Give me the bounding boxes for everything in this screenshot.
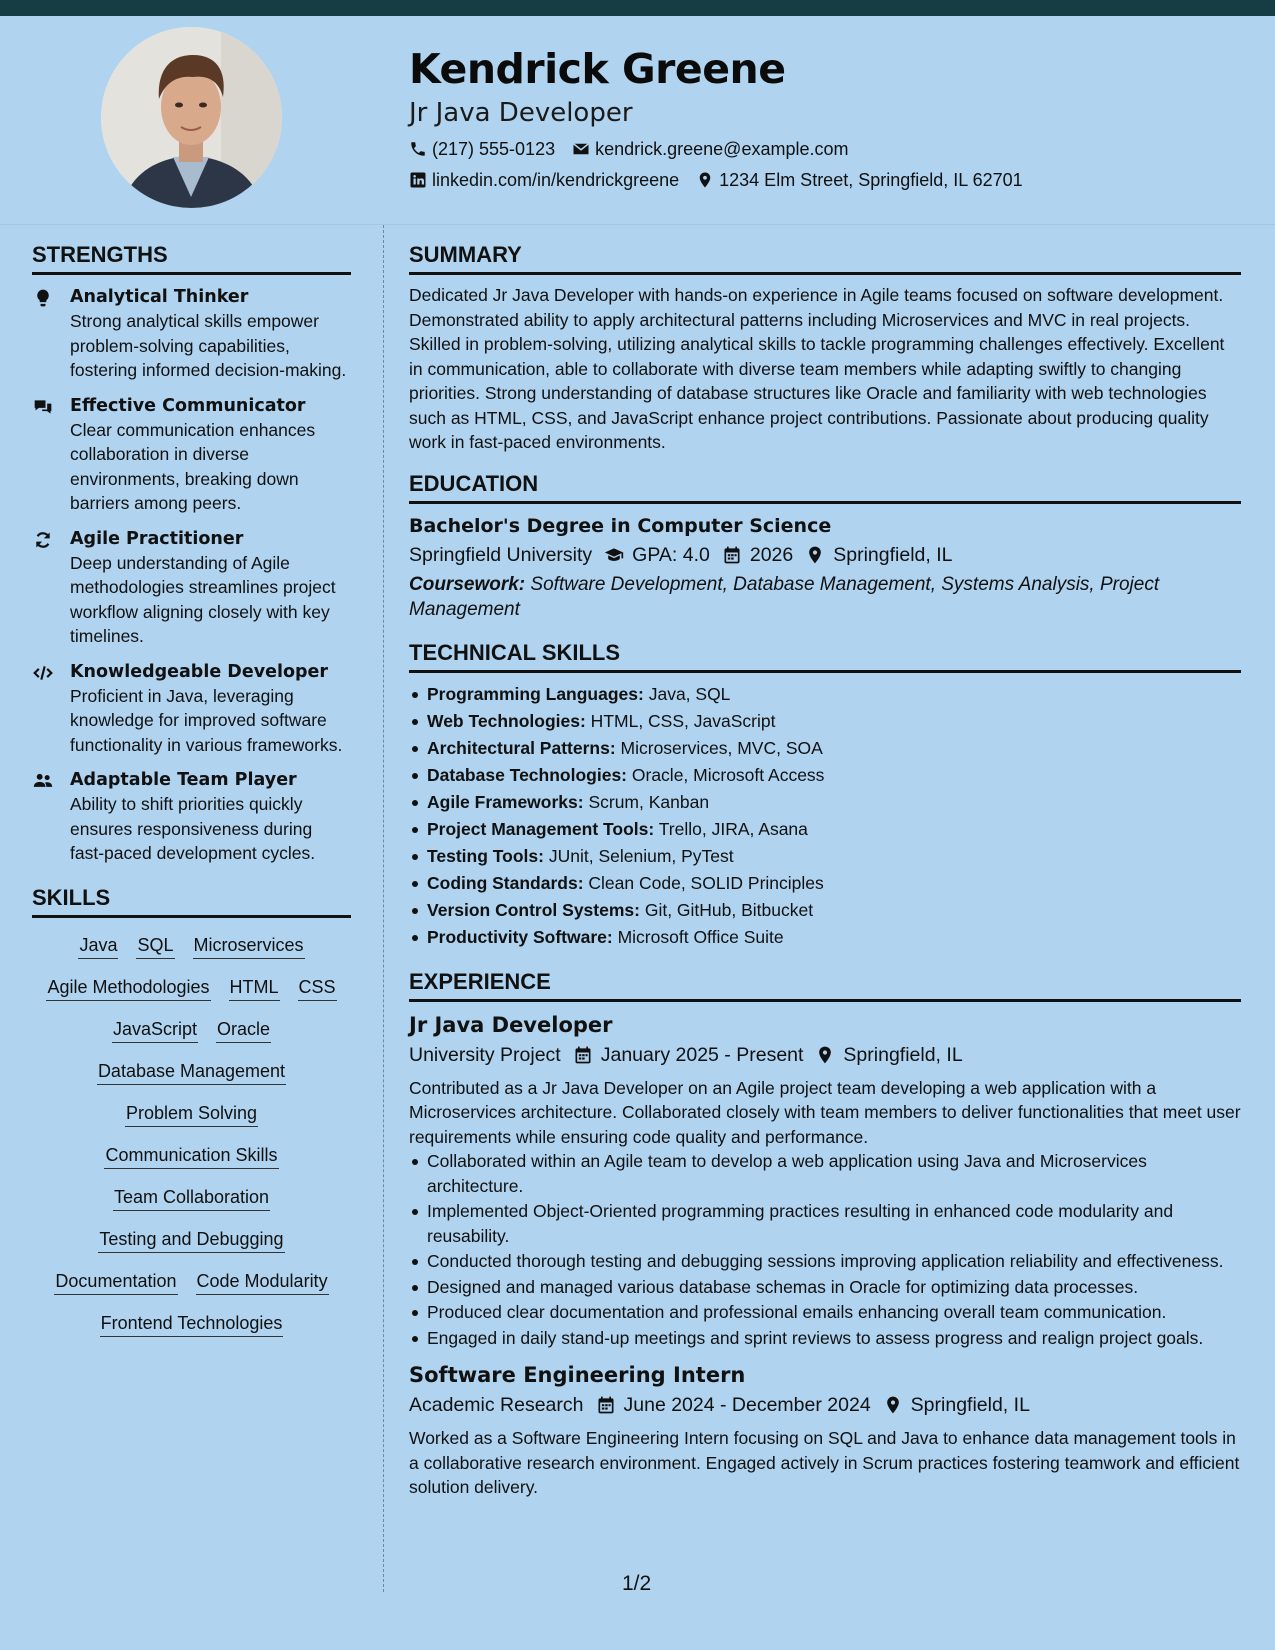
- list-item: Designed and managed various database schemas in Oracle for optimizing data processes.: [409, 1275, 1241, 1300]
- list-item: Programming Languages: Java, SQL: [409, 681, 1241, 708]
- skill-tag: Database Management: [97, 1058, 286, 1085]
- job-dates-item: [596, 1390, 871, 1420]
- skill-tag: Frontend Technologies: [100, 1310, 284, 1337]
- list-item: Implemented Object-Oriented programming practices resulting in enhanced code modularity and reusability.: [409, 1199, 1241, 1248]
- list-item: Engaged in daily stand-up meetings and sprint reviews to assess progress and realign project goals.: [409, 1326, 1241, 1351]
- header: [409, 42, 1249, 192]
- skills-heading: SKILLS: [32, 883, 351, 918]
- edu-location-text: Springfield, IL: [833, 543, 953, 566]
- job-meta: [409, 1390, 1241, 1420]
- job-dates: January 2025 - Present: [600, 1043, 804, 1066]
- degree-title: Bachelor's Degree in Computer Science: [409, 514, 832, 537]
- header-divider: [0, 224, 1275, 225]
- map-marker-icon: [883, 1395, 903, 1415]
- strength-item: [32, 527, 351, 649]
- list-item: Agile Frameworks: Scrum, Kanban: [409, 789, 1241, 816]
- skill-tag: Testing and Debugging: [98, 1226, 284, 1253]
- phone-icon: [409, 140, 427, 158]
- coursework-label: Coursework:: [409, 573, 526, 595]
- linkedin-contact[interactable]: [409, 168, 679, 192]
- skill-tag: JavaScript: [112, 1016, 198, 1043]
- job-location-item: [815, 1040, 962, 1070]
- strength-title: Effective Communicator: [70, 395, 306, 416]
- education-heading: EDUCATION: [409, 469, 1241, 504]
- address-contact: [696, 168, 1023, 192]
- list-item: Database Technologies: Oracle, Microsoft Access: [409, 762, 1241, 789]
- list-item: Architectural Patterns: Microservices, MVC, SOA: [409, 735, 1241, 762]
- linkedin-icon: [409, 171, 427, 189]
- skill-tag: Code Modularity: [196, 1268, 329, 1295]
- strength-item: [32, 394, 351, 516]
- strength-desc: Ability to shift priorities quickly ensures responsiveness during fast-paced development cycles.: [70, 794, 316, 863]
- strength-title: Agile Practitioner: [70, 528, 244, 549]
- skill-tag: HTML: [229, 974, 280, 1001]
- year-item: [722, 540, 793, 570]
- skill-tag: Documentation: [54, 1268, 177, 1295]
- right-column: [409, 240, 1241, 1514]
- year-text: 2026: [749, 543, 794, 566]
- technical-skills-list: [409, 681, 1241, 951]
- map-marker-icon: [696, 171, 714, 189]
- map-marker-icon: [815, 1045, 835, 1065]
- contact-row-1: [409, 137, 1249, 161]
- list-item: Project Management Tools: Trello, JIRA, Asana: [409, 816, 1241, 843]
- edu-location-item: [805, 540, 952, 570]
- job-location-item: [883, 1390, 1030, 1420]
- technical-skills-heading: TECHNICAL SKILLS: [409, 638, 1241, 673]
- phone-contact: [409, 137, 555, 161]
- candidate-name: Kendrick Greene: [409, 45, 786, 93]
- contact-row-2: [409, 168, 1249, 192]
- strengths-heading: STRENGTHS: [32, 240, 351, 275]
- skill-tag: Communication Skills: [104, 1142, 278, 1169]
- coursework-text: Software Development, Database Management, Systems Analysis, Project Management: [409, 573, 1160, 620]
- summary-heading: SUMMARY: [409, 240, 1241, 275]
- gpa-text: GPA: 4.0: [632, 543, 710, 566]
- map-marker-icon: [805, 545, 825, 565]
- list-item: Testing Tools: JUnit, Selenium, PyTest: [409, 843, 1241, 870]
- list-item: Conducted thorough testing and debugging sessions improving application reliability and effectiveness.: [409, 1249, 1241, 1274]
- users-icon: [32, 771, 54, 791]
- list-item: Collaborated within an Agile team to develop a web application using Java and Microservices architecture.: [409, 1149, 1241, 1198]
- linkedin-text[interactable]: linkedin.com/in/kendrickgreene: [432, 170, 680, 190]
- job-description: Contributed as a Jr Java Developer on an Agile project team developing a web application with a Microservices architecture. Collaborated closely with team members to deliver functionalities that meet user requirements while ensuring code quality and performance.: [409, 1077, 1241, 1147]
- education-meta: [409, 540, 1241, 570]
- strength-desc: Strong analytical skills empower problem-solving capabilities, fostering informed decision-making.: [70, 311, 347, 380]
- skill-tag: CSS: [298, 974, 337, 1001]
- skill-tag: SQL: [136, 932, 174, 959]
- job-dates-item: [573, 1040, 804, 1070]
- experience-section: [409, 967, 1241, 1500]
- job-entry: [409, 1010, 1241, 1351]
- strength-desc: Deep understanding of Agile methodologies streamlines project workflow aligning closely with key timelines.: [70, 552, 336, 646]
- list-item: Web Technologies: HTML, CSS, JavaScript: [409, 708, 1241, 735]
- profile-photo: [101, 27, 282, 208]
- candidate-title: Jr Java Developer: [409, 98, 633, 128]
- strengths-list: [32, 283, 351, 866]
- strength-title: Knowledgeable Developer: [70, 661, 329, 682]
- school-name: Springfield University: [409, 543, 593, 566]
- technical-skills-section: [409, 638, 1241, 951]
- strength-item: [32, 660, 351, 758]
- job-title: Jr Java Developer: [409, 1012, 613, 1037]
- coursework: [409, 572, 1241, 622]
- skill-tag: Team Collaboration: [113, 1184, 270, 1211]
- job-title: Software Engineering Intern: [409, 1363, 746, 1387]
- job-org: Academic Research: [409, 1394, 584, 1416]
- skill-tag: Problem Solving: [125, 1100, 258, 1127]
- calendar-icon: [596, 1395, 616, 1415]
- strength-item: [32, 285, 351, 383]
- skill-tag: Microservices: [193, 932, 305, 959]
- job-dates: June 2024 - December 2024: [623, 1394, 871, 1416]
- strength-title: Adaptable Team Player: [70, 770, 297, 790]
- skill-tag: Agile Methodologies: [46, 974, 210, 1001]
- summary-section: [409, 240, 1241, 455]
- list-item: Produced clear documentation and professional emails enhancing overall team communication.: [409, 1300, 1241, 1325]
- strength-desc: Proficient in Java, leveraging knowledge for improved software functionality in various frameworks.: [70, 685, 343, 755]
- job-bullets: [409, 1149, 1241, 1350]
- experience-heading: EXPERIENCE: [409, 967, 1241, 1002]
- skill-tag: Oracle: [216, 1016, 271, 1043]
- top-bar: [0, 0, 1275, 16]
- gpa-item: [604, 540, 710, 570]
- job-org: University Project: [409, 1043, 561, 1066]
- email-contact[interactable]: [572, 137, 848, 161]
- envelope-icon: [572, 140, 590, 158]
- address-text: 1234 Elm Street, Springfield, IL 62701: [719, 170, 1023, 190]
- calendar-icon: [573, 1045, 593, 1065]
- list-item: Productivity Software: Microsoft Office Suite: [409, 924, 1241, 951]
- skill-tag: Java: [78, 932, 118, 959]
- phone-text: (217) 555-0123: [432, 139, 556, 159]
- job-meta: [409, 1040, 1241, 1070]
- job-location: Springfield, IL: [910, 1394, 1030, 1416]
- graduation-cap-icon: [604, 545, 624, 565]
- job-description: Worked as a Software Engineering Intern focusing on SQL and Java to enhance data management tools in a collaborative research environment. Engaged actively in Scrum practices fostering teamwork and efficient solution delivery.: [409, 1428, 1240, 1497]
- left-column: [32, 240, 351, 1352]
- calendar-icon: [722, 545, 742, 565]
- column-divider: [383, 225, 384, 1592]
- strength-item: [32, 768, 351, 866]
- email-text[interactable]: kendrick.greene@example.com: [595, 139, 849, 159]
- strength-title: Analytical Thinker: [70, 287, 249, 307]
- job-entry: [409, 1360, 1241, 1500]
- education-section: [409, 469, 1241, 622]
- code-icon: [32, 663, 54, 683]
- job-location: Springfield, IL: [843, 1043, 963, 1066]
- list-item: Version Control Systems: Git, GitHub, Bitbucket: [409, 897, 1241, 924]
- comments-icon: [32, 397, 54, 417]
- skills-list: [32, 926, 351, 1352]
- list-item: Coding Standards: Clean Code, SOLID Principles: [409, 870, 1241, 897]
- strength-desc: Clear communication enhances collaboration in diverse environments, breaking down barriers among peers.: [70, 419, 316, 513]
- summary-text: Dedicated Jr Java Developer with hands-on experience in Agile teams focused on software development. Demonstrated ability to apply architectural patterns including Microservices and MVC in real projects. Skilled in problem-solving, utilizing analytical skills to tackle programming challenges effectively. Excellent in communication, able to collaborate with diverse team members while adapting swiftly to changing priorities. Strong understanding of database structures like Oracle and familiarity with web technologies such as HTML, CSS, and JavaScript enhance project contributions. Passionate about producing quality work in fast-paced environments.: [409, 285, 1225, 452]
- page-number: 1/2: [622, 1572, 652, 1595]
- lightbulb-icon: [32, 288, 54, 308]
- sync-icon: [32, 530, 54, 550]
